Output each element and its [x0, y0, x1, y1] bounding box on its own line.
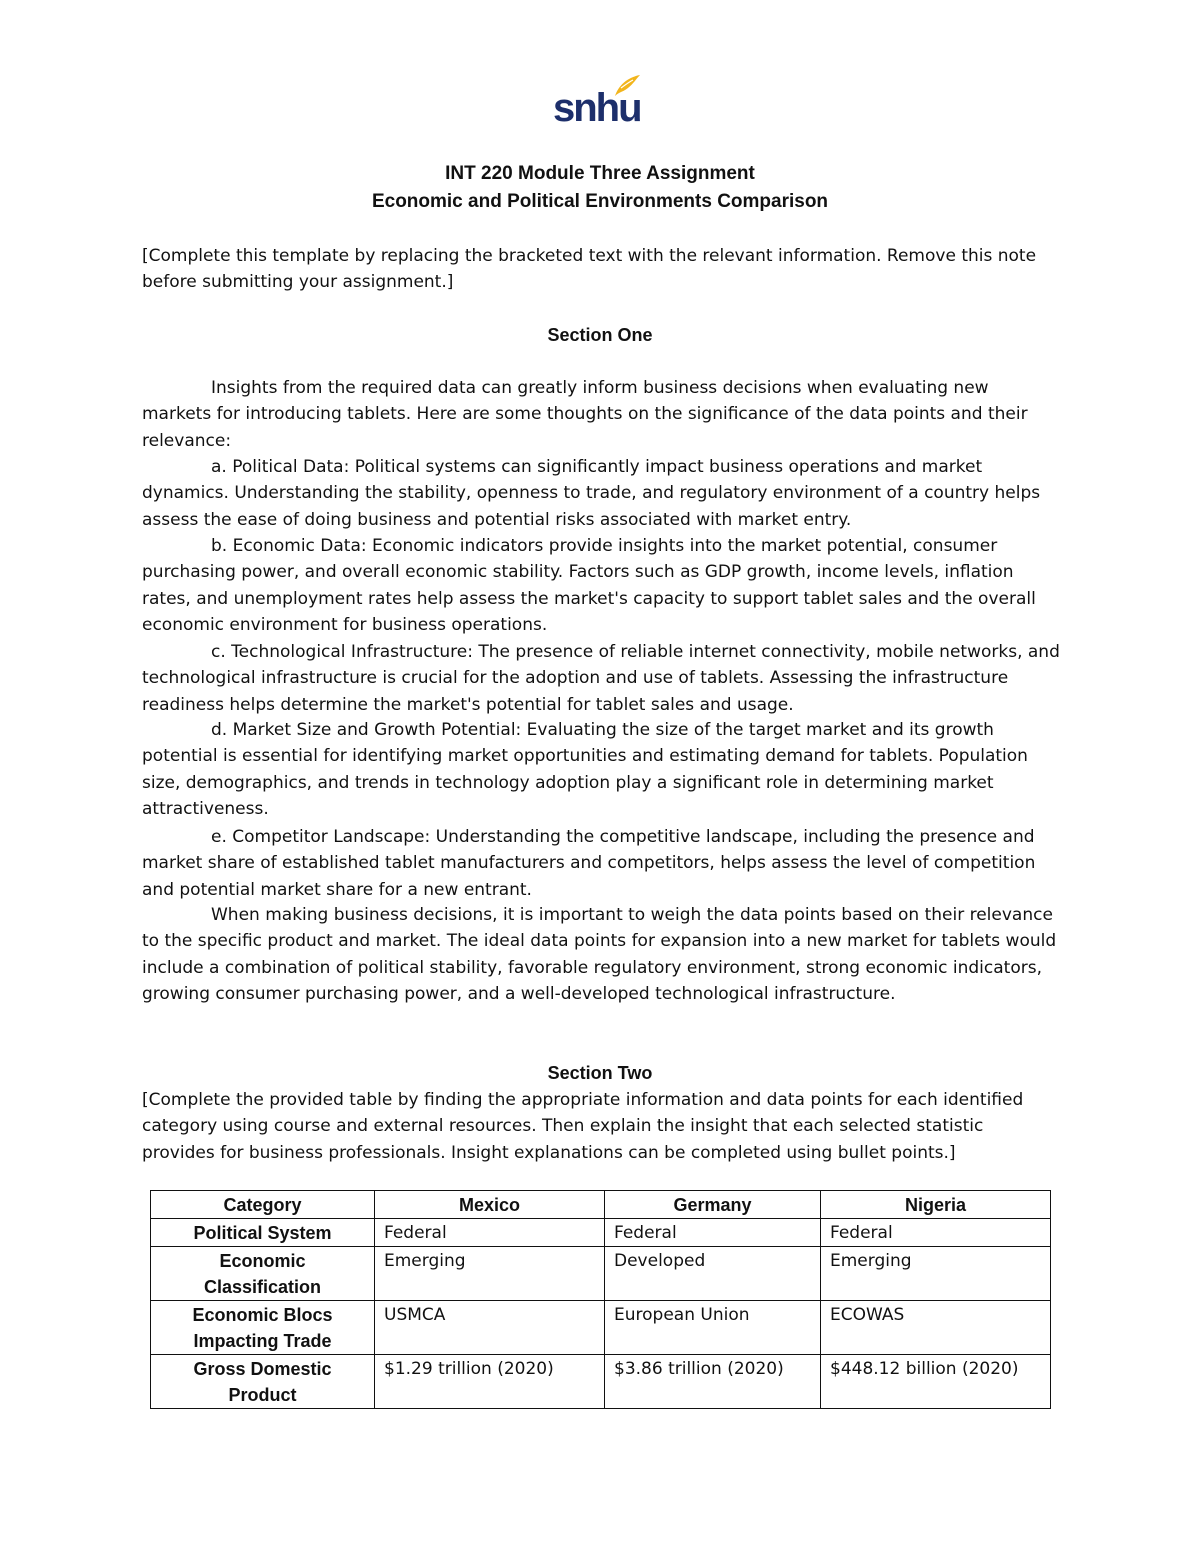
- row-category: Gross Domestic Product: [151, 1355, 375, 1409]
- cell-germany: $3.86 trillion (2020): [605, 1355, 821, 1409]
- cell-nigeria: Emerging: [821, 1247, 1051, 1301]
- row-category: Economic Classification: [151, 1247, 375, 1301]
- logo-wordmark: snhu: [553, 86, 641, 130]
- section-one-intro: Insights from the required data can greatly inform business decisions when evaluating new markets for introducing tablets. Here are some thoughts on the significance of the data points and their relevance:: [142, 378, 1028, 451]
- table-row: [151, 1219, 1051, 1247]
- point-b-economic-data: b. Economic Data: Economic indicators provide insights into the market potential, consumer purchasing power, and overall economic stability. Factors such as GDP growth, income levels, inflation rates, and unemployment rates help assess the market's capacity to support tablet sales and the overall economic environment for business operations.: [142, 536, 1036, 635]
- cell-germany: Developed: [605, 1247, 821, 1301]
- section-one-heading: Section One: [547, 325, 653, 345]
- point-c-technological-infrastructure: c. Technological Infrastructure: The presence of reliable internet connectivity, mobile networks, and technological infrastructure is crucial for the adoption and use of tablets. Assessing the infrastructure readiness helps determine the market's potential for tablet sales and usage.: [142, 642, 1060, 715]
- row-category: Political System: [151, 1219, 375, 1247]
- header-category: Category: [151, 1191, 375, 1219]
- cell-germany: European Union: [605, 1301, 821, 1355]
- table-row: [151, 1355, 1051, 1409]
- table-row: [151, 1301, 1051, 1355]
- cell-nigeria: $448.12 billion (2020): [821, 1355, 1051, 1409]
- table-row: [151, 1247, 1051, 1301]
- row-category: Economic Blocs Impacting Trade: [151, 1301, 375, 1355]
- cell-germany: Federal: [605, 1219, 821, 1247]
- snhu-logo: [553, 74, 643, 134]
- point-d-market-size: d. Market Size and Growth Potential: Evaluating the size of the target market and its growth potential is essential for identifying market opportunities and estimating demand for tablets. Population size, demographics, and trends in technology adoption play a significant role in determining market attractiveness.: [142, 720, 1028, 819]
- cell-nigeria: ECOWAS: [821, 1301, 1051, 1355]
- cell-mexico: Federal: [375, 1219, 605, 1247]
- document-title: INT 220 Module Three Assignment: [445, 163, 755, 184]
- table-header-row: [151, 1191, 1051, 1219]
- cell-mexico: USMCA: [375, 1301, 605, 1355]
- point-a-political-data: a. Political Data: Political systems can significantly impact business operations and market dynamics. Understanding the stability, openness to trade, and regulatory environment of a country helps assess the ease of doing business and potential risks associated with market entry.: [142, 457, 1041, 530]
- header-mexico: Mexico: [375, 1191, 605, 1219]
- section-two-note: [Complete the provided table by finding the appropriate information and data points for each identified category using course and external resources. Then explain the insight that each selected statistic provides for business professionals. Insight explanations can be completed using bullet points.]: [142, 1090, 1024, 1163]
- cell-mexico: $1.29 trillion (2020): [375, 1355, 605, 1409]
- document-subtitle: Economic and Political Environments Comparison: [371, 191, 829, 212]
- point-e-competitor-landscape: e. Competitor Landscape: Understanding the competitive landscape, including the presence and market share of established tablet manufacturers and competitors, helps assess the level of competition and potential market share for a new entrant.: [142, 827, 1036, 900]
- cell-nigeria: Federal: [821, 1219, 1051, 1247]
- cell-mexico: Emerging: [375, 1247, 605, 1301]
- comparison-table: [150, 1190, 1051, 1409]
- section-two-heading: Section Two: [547, 1063, 653, 1083]
- intro-note: [Complete this template by replacing the bracketed text with the relevant information. Remove this note before submitting your assignment.]: [142, 246, 1037, 293]
- header-germany: Germany: [605, 1191, 821, 1219]
- section-one-conclusion: When making business decisions, it is important to weigh the data points based on their relevance to the specific product and market. The ideal data points for expansion into a new market for tablets would include a combination of political stability, favorable regulatory environment, strong economic indicators, growing consumer purchasing power, and a well-developed technological infrastructure.: [142, 905, 1057, 1004]
- header-nigeria: Nigeria: [821, 1191, 1051, 1219]
